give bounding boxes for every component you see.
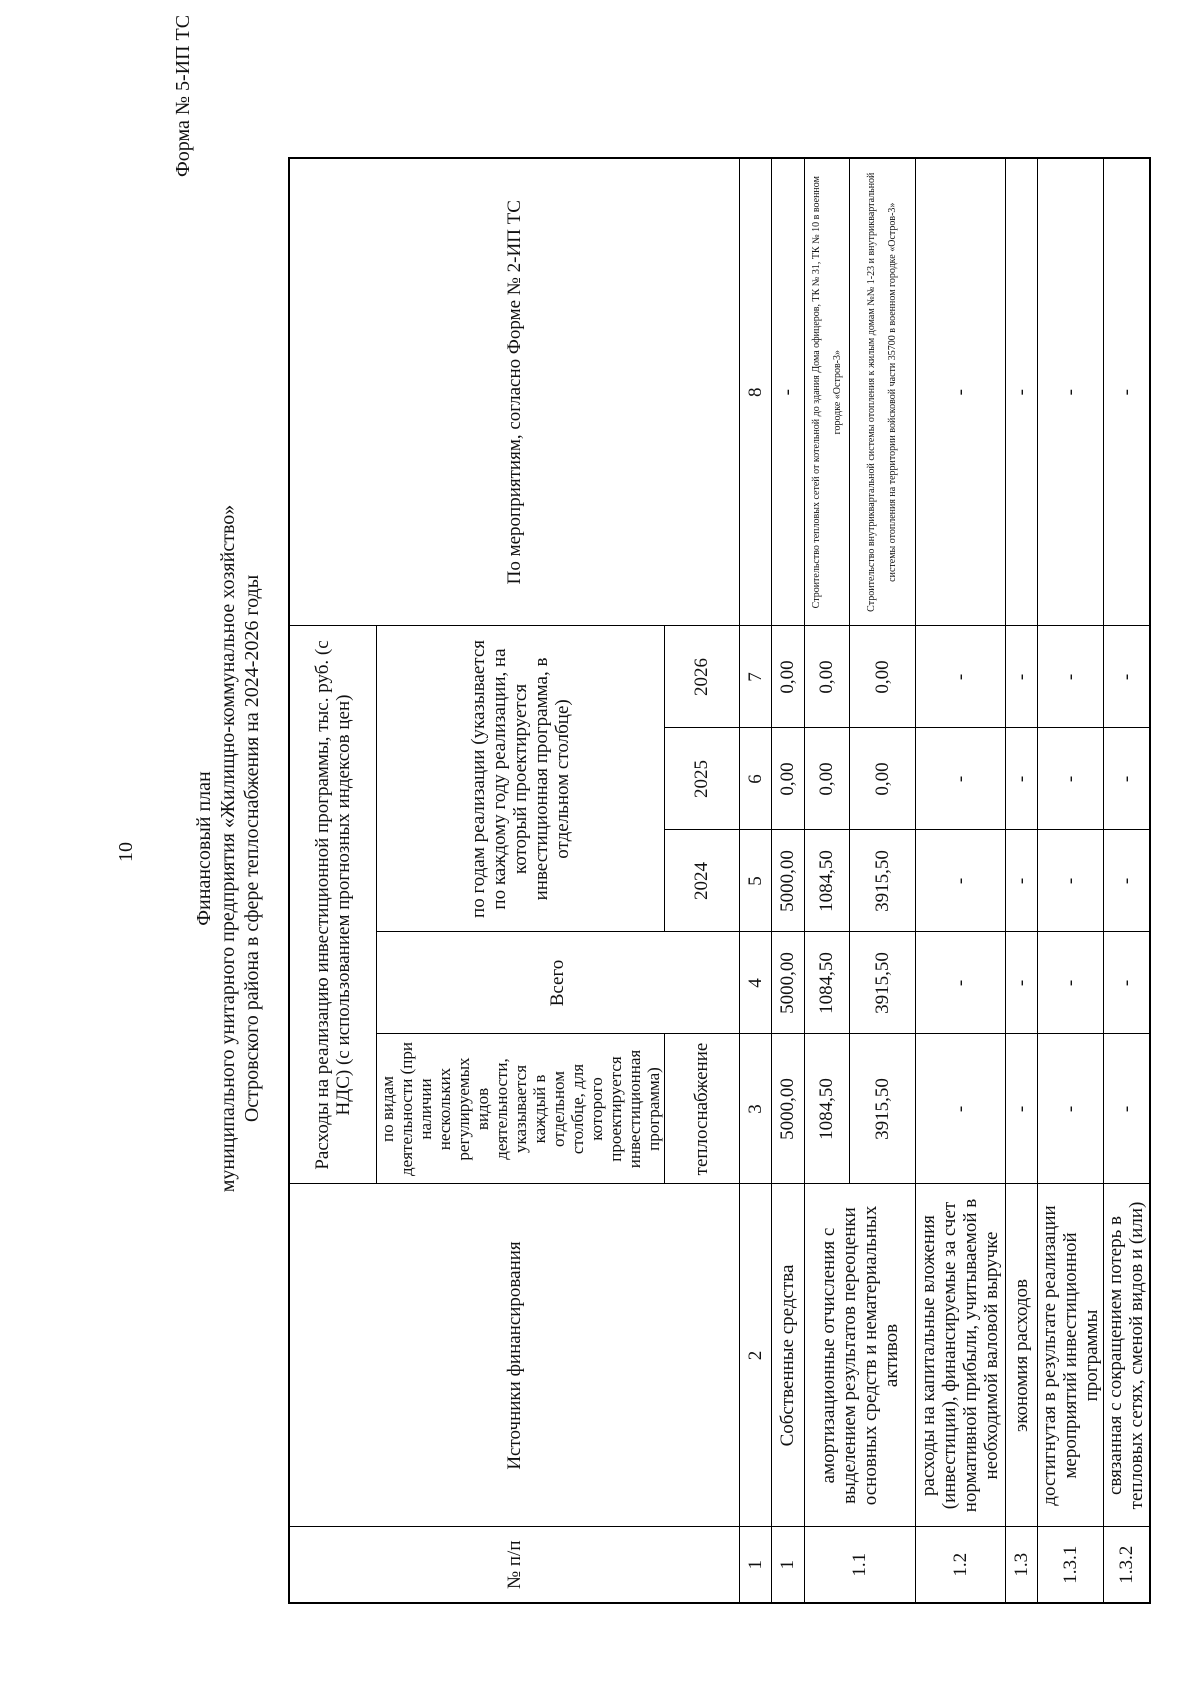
row-measure: - <box>1103 158 1150 626</box>
table-row <box>1103 158 1150 1603</box>
row-activity: 3915,50 <box>849 1034 915 1184</box>
title-line-2: муниципального унитарного предприятия «Жилищно-коммунальное хозяйство» <box>217 504 239 1193</box>
row-source: достигнутая в результате реализации мероприятий инвестиционной программы <box>1037 1184 1103 1527</box>
row-num: 1 <box>771 1527 804 1603</box>
row-2026: 0,00 <box>804 626 849 728</box>
row-2025: - <box>1005 728 1037 830</box>
table-row <box>804 158 849 1603</box>
row-2024: - <box>1103 830 1150 932</box>
page-number: 10 <box>115 842 137 862</box>
row-2025: 0,00 <box>771 728 804 830</box>
row-total: 3915,50 <box>849 932 915 1034</box>
row-total: 1084,50 <box>804 932 849 1034</box>
row-total: - <box>915 932 1005 1034</box>
row-total: - <box>1005 932 1037 1034</box>
row-source: амортизационные отчисления с выделением результатов переоценки основных средств и нематериальных активов <box>804 1184 915 1527</box>
header-year-2025: 2025 <box>664 728 739 830</box>
table-row <box>1005 158 1037 1603</box>
row-2026: - <box>1037 626 1103 728</box>
row-2024: 3915,50 <box>849 830 915 932</box>
row-total: - <box>1103 932 1150 1034</box>
row-2025: 0,00 <box>804 728 849 830</box>
row-measure: Строительство внутриквартальной системы отопления к жилым домам №№ 1-23 и внутриквартальной системы отопления на территории войсковой части 35700 в военном городке «Остров-3» <box>849 158 915 626</box>
header-by-activity: по видам деятельности (при наличии нескольких регулируемых видов деятельности, указывается каждый в отдельном столбце, для которого проектируется инвестиционная программа) <box>376 1034 664 1184</box>
row-measure: - <box>915 158 1005 626</box>
row-measure: - <box>1037 158 1103 626</box>
row-2026: - <box>1103 626 1150 728</box>
row-activity: - <box>1103 1034 1150 1184</box>
row-2025: - <box>915 728 1005 830</box>
header-by-measures: По мероприятиям, согласно Форме № 2-ИП ТС <box>289 158 739 626</box>
row-2026: 0,00 <box>771 626 804 728</box>
row-activity: 5000,00 <box>771 1034 804 1184</box>
row-2026: 0,00 <box>849 626 915 728</box>
row-measure: - <box>771 158 804 626</box>
row-2025: - <box>1037 728 1103 830</box>
header-sources: Источники финансирования <box>289 1184 739 1527</box>
header-activity-heat: теплоснабжение <box>664 1034 739 1184</box>
table-row <box>771 158 804 1603</box>
row-2026: - <box>1005 626 1037 728</box>
table-row <box>915 158 1005 1603</box>
row-2024: 5000,00 <box>771 830 804 932</box>
title-line-1: Финансовый план <box>193 771 215 926</box>
header-expenses: Расходы на реализацию инвестиционной программы, тыс. руб. (с НДС) (с использованием прогнозных индексов цен) <box>289 626 376 1184</box>
document-title <box>192 0 264 1697</box>
header-year-2024: 2024 <box>664 830 739 932</box>
row-num: 1.3.1 <box>1037 1527 1103 1603</box>
row-num: 1.2 <box>915 1527 1005 1603</box>
row-num: 1.3.2 <box>1103 1527 1150 1603</box>
row-activity: - <box>1037 1034 1103 1184</box>
row-2026: - <box>915 626 1005 728</box>
row-measure: - <box>1005 158 1037 626</box>
financial-plan-table <box>288 157 1151 1604</box>
row-source: Собственные средства <box>771 1184 804 1527</box>
row-source: экономия расходов <box>1005 1184 1037 1527</box>
col-number: 2 <box>739 1184 771 1527</box>
row-source: связанная с сокращением потерь в тепловых сетях, сменой видов и (или) <box>1103 1184 1150 1527</box>
col-number: 6 <box>739 728 771 830</box>
col-number: 5 <box>739 830 771 932</box>
header-by-years: по годам реализации (указывается по каждому году реализации, на который проектируется инвестиционная программа, в отдельном столбце) <box>376 626 664 932</box>
row-num: 1.3 <box>1005 1527 1037 1603</box>
row-total: 5000,00 <box>771 932 804 1034</box>
col-number: 7 <box>739 626 771 728</box>
header-num: № п/п <box>289 1527 739 1603</box>
col-number: 1 <box>739 1527 771 1603</box>
row-2024: 1084,50 <box>804 830 849 932</box>
row-activity: - <box>915 1034 1005 1184</box>
row-measure: Строительство тепловых сетей от котельной до здания Дома офицеров, ТК № 31, ТК № 10 в военном городке «Остров-3» <box>804 158 849 626</box>
row-2024: - <box>915 830 1005 932</box>
form-label: Форма № 5-ИП ТС <box>172 14 194 177</box>
row-2024: - <box>1037 830 1103 932</box>
col-number: 8 <box>739 158 771 626</box>
col-number: 4 <box>739 932 771 1034</box>
row-total: - <box>1037 932 1103 1034</box>
header-total: Всего <box>376 932 739 1034</box>
row-2024: - <box>1005 830 1037 932</box>
table-row <box>1037 158 1103 1603</box>
row-source: расходы на капитальные вложения (инвестиции), финансируемые за счет нормативной прибыли, учитываемой в необходимой валовой выручке <box>915 1184 1005 1527</box>
row-activity: 1084,50 <box>804 1034 849 1184</box>
row-2025: - <box>1103 728 1150 830</box>
row-num: 1.1 <box>804 1527 915 1603</box>
header-year-2026: 2026 <box>664 626 739 728</box>
column-number-row <box>739 158 771 1603</box>
col-number: 3 <box>739 1034 771 1184</box>
row-2025: 0,00 <box>849 728 915 830</box>
row-activity: - <box>1005 1034 1037 1184</box>
title-line-3: Островского района в сфере теплоснабжения на 2024-2026 годы <box>241 574 263 1123</box>
